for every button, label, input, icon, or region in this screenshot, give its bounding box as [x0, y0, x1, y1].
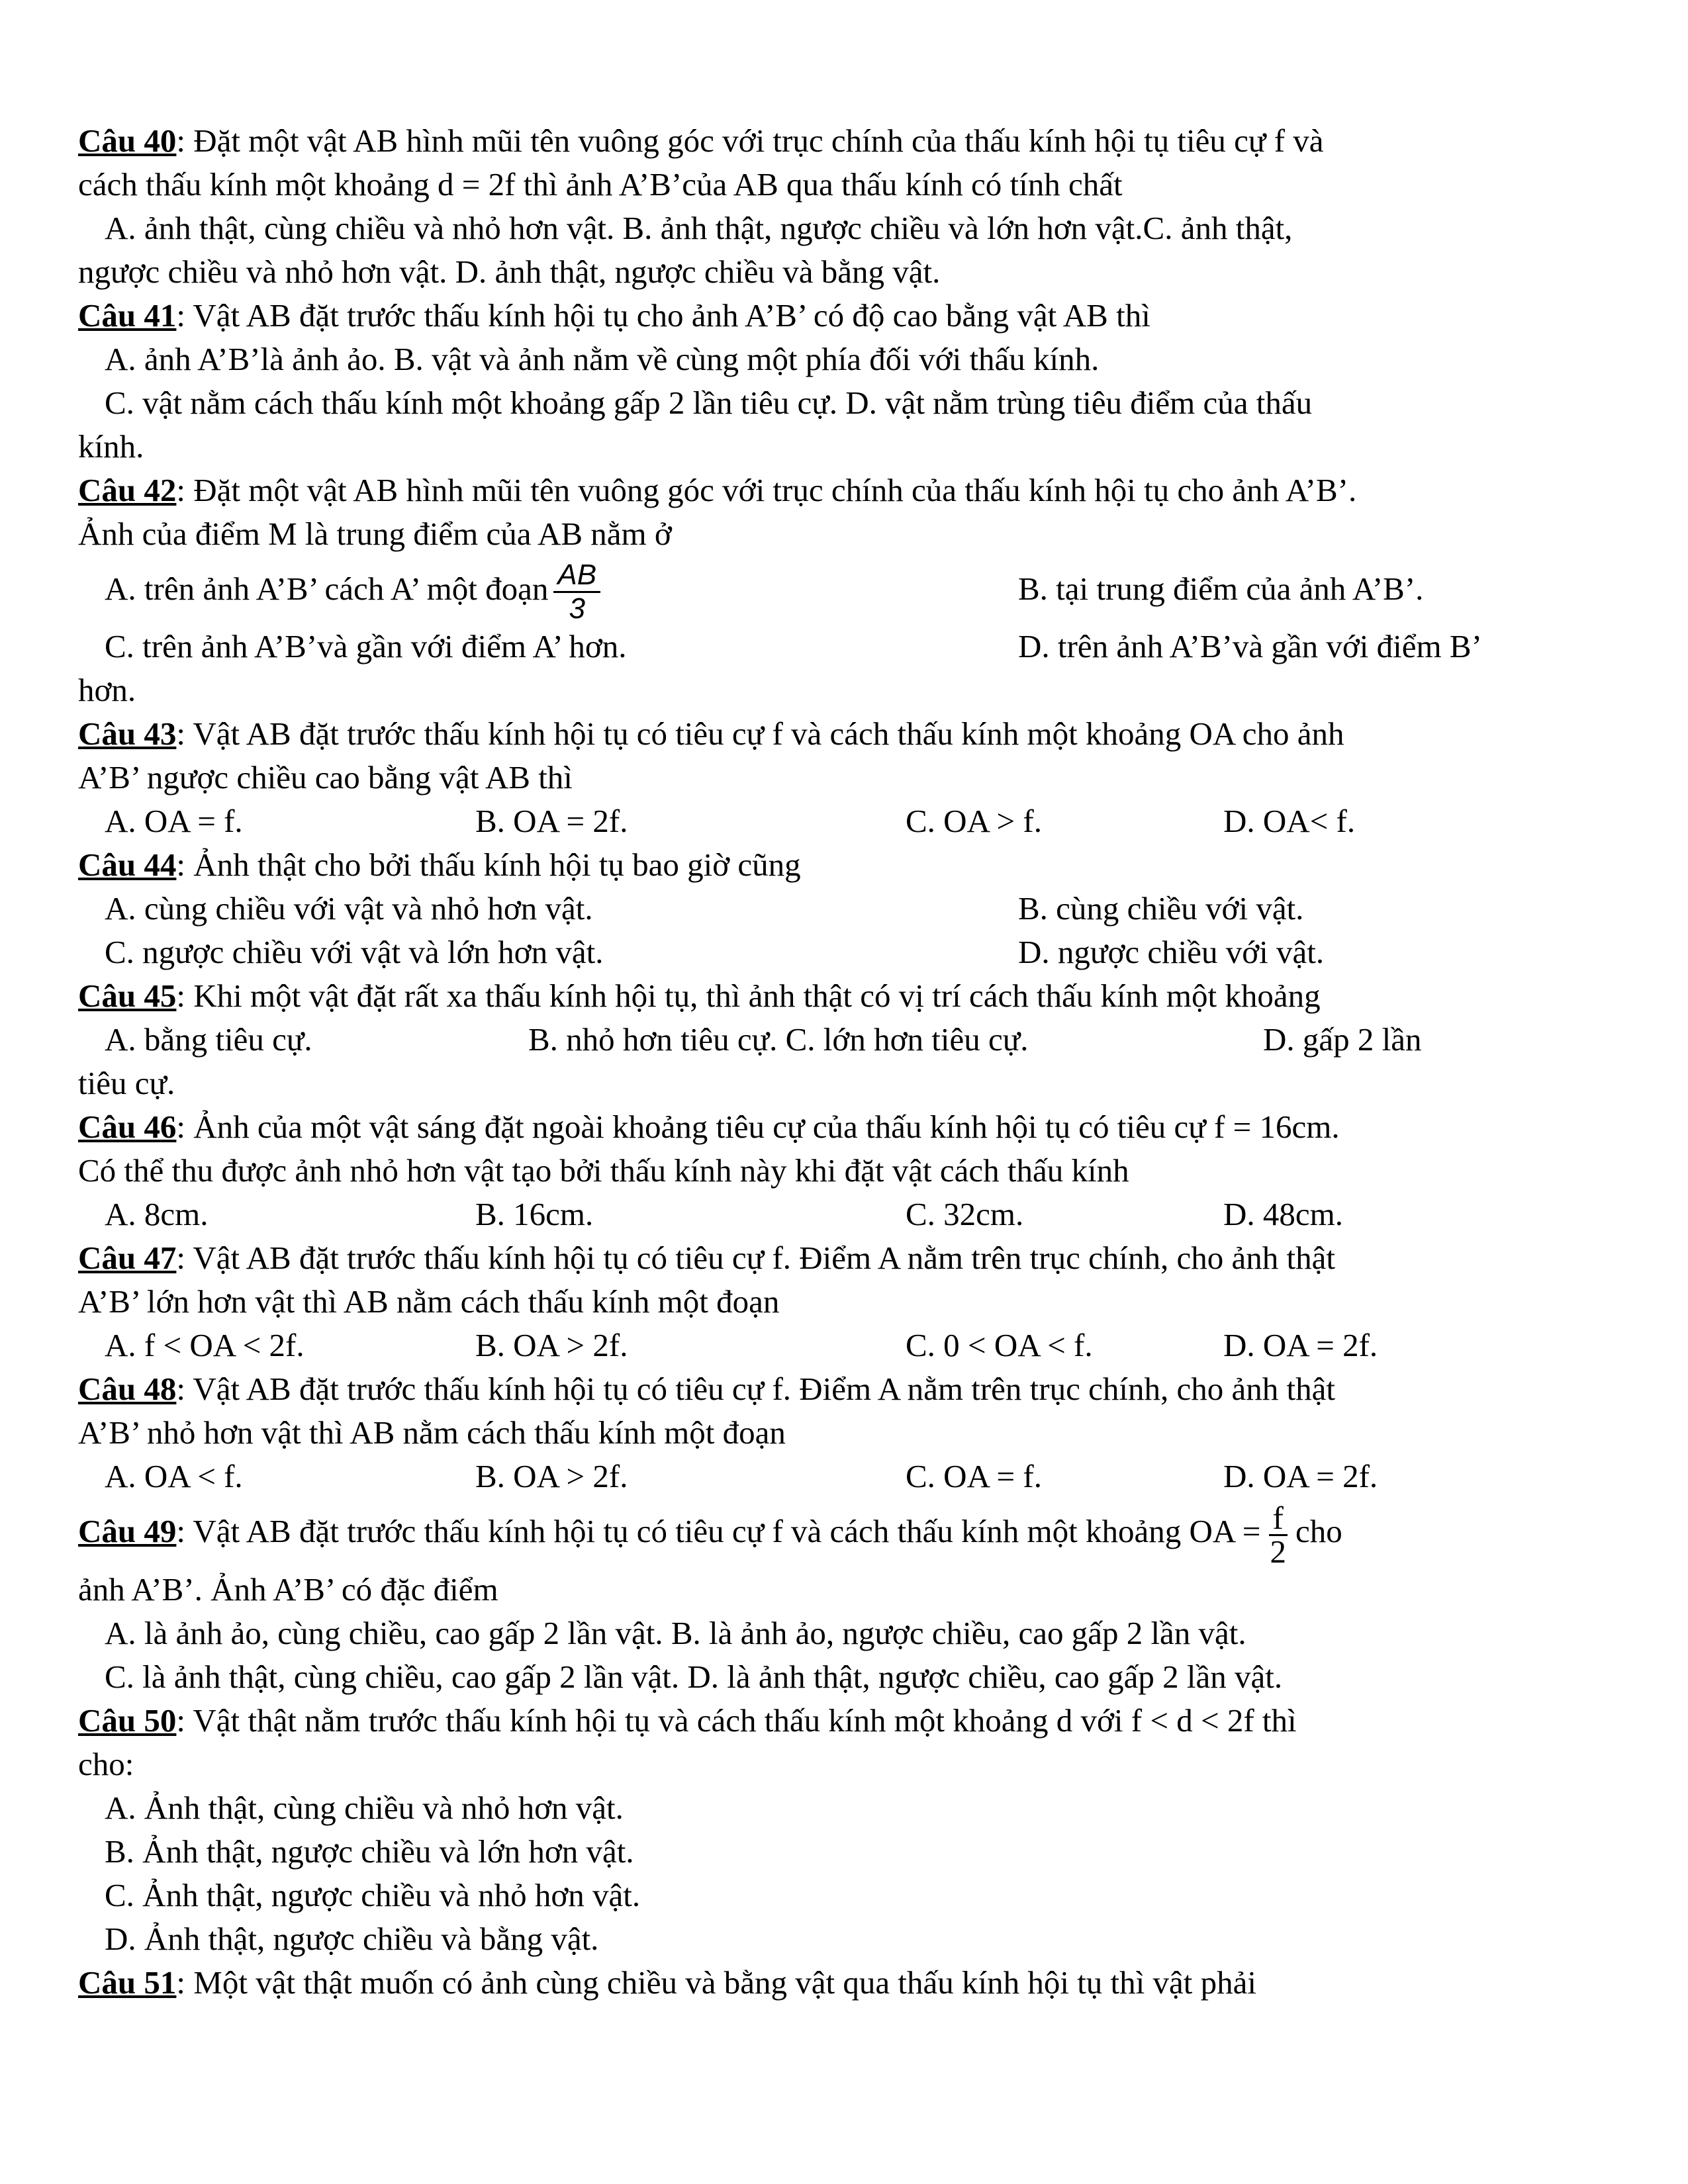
question-label: Câu 42: [78, 472, 177, 508]
option-c: C. ngược chiều với vật và lớn hơn vật.: [105, 934, 604, 971]
question-stem: Câu 40: Đặt một vật AB hình mũi tên vuông góc với trục chính của thấu kính hội tụ tiêu cự f và: [78, 122, 1324, 159]
question-42: [78, 469, 1620, 712]
question-stem: Câu 44: Ảnh thật cho bởi thấu kính hội tụ bao giờ cũng: [78, 846, 801, 884]
question-stem-cont: A’B’ ngược chiều cao bằng vật AB thì: [78, 759, 573, 796]
option-d-cont: tiêu cự.: [78, 1065, 175, 1102]
options-row: [78, 887, 1620, 931]
options-line: A. là ảnh ảo, cùng chiều, cao gấp 2 lần vật. B. là ảnh ảo, ngược chiều, cao gấp 2 lần vật.: [105, 1614, 1246, 1651]
option-a: A. OA < f.: [105, 1458, 243, 1495]
options-line: A. ảnh A’B’là ảnh ảo. B. vật và ảnh nằm về cùng một phía đối với thấu kính.: [105, 341, 1100, 377]
options-line: kính.: [78, 428, 144, 465]
document-page: [78, 119, 1620, 2005]
question-stem: Câu 48: Vật AB đặt trước thấu kính hội tụ có tiêu cự f. Điểm A nằm trên trục chính, cho ảnh thật: [78, 1371, 1335, 1408]
option-c: C. OA > f.: [906, 803, 1042, 840]
option-c: C. 32cm.: [906, 1196, 1024, 1233]
options-row: [78, 931, 1620, 974]
question-stem: Câu 43: Vật AB đặt trước thấu kính hội tụ có tiêu cự f và cách thấu kính một khoảng OA cho ảnh: [78, 715, 1344, 752]
question-stem: Câu 41: Vật AB đặt trước thấu kính hội tụ cho ảnh A’B’ có độ cao bằng vật AB thì: [78, 297, 1150, 334]
option-c: C. Ảnh thật, ngược chiều và nhỏ hơn vật.: [105, 1876, 641, 1913]
options-row: [78, 799, 1620, 843]
option-c: C. 0 < OA < f.: [906, 1327, 1093, 1364]
question-label: Câu 48: [78, 1371, 177, 1408]
option-b: B. OA > 2f.: [475, 1458, 628, 1495]
option-a: A. Ảnh thật, cùng chiều và nhỏ hơn vật.: [105, 1789, 624, 1826]
options-row: [78, 1324, 1620, 1367]
question-46: [78, 1105, 1620, 1236]
question-stem: Câu 51: Một vật thật muốn có ảnh cùng chiều và bằng vật qua thấu kính hội tụ thì vật phải: [78, 1964, 1257, 2001]
option-a: A. trên ảnh A’B’ cách A’ một đoạn $\frac{AB}{3}$: [105, 556, 1018, 625]
question-stem-cont: Có thể thu được ảnh nhỏ hơn vật tạo bởi thấu kính này khi đặt vật cách thấu kính: [78, 1152, 1129, 1189]
fraction-f-over-2: $\frac{f}{2}$: [1270, 1499, 1286, 1570]
option-a: A. OA = f.: [105, 803, 243, 840]
question-stem-cont: cho:: [78, 1745, 134, 1782]
question-label: Câu 51: [78, 1964, 177, 2001]
option-b: B. 16cm.: [475, 1196, 594, 1233]
question-stem: Câu 47: Vật AB đặt trước thấu kính hội tụ có tiêu cự f. Điểm A nằm trên trục chính, cho ảnh thật: [78, 1240, 1335, 1277]
option-b: B. tại trung điểm của ảnh A’B’.: [1018, 570, 1424, 607]
fraction-ab-over-3: $\frac{AB}{3}$: [553, 559, 600, 625]
question-label: Câu 41: [78, 297, 177, 334]
question-stem: Câu 45: Khi một vật đặt rất xa thấu kính hội tụ, thì ảnh thật có vị trí cách thấu kính một khoảng: [78, 978, 1321, 1015]
options-row: [78, 1193, 1620, 1236]
option-d: D. gấp 2 lần: [1263, 1021, 1422, 1058]
option-a: A. cùng chiều với vật và nhỏ hơn vật.: [105, 890, 593, 927]
question-stem-cont: ảnh A’B’. Ảnh A’B’ có đặc điểm: [78, 1570, 498, 1608]
question-44: [78, 843, 1620, 974]
options-row: [78, 1018, 1620, 1062]
question-label: Câu 40: [78, 122, 177, 159]
question-51: [78, 1961, 1620, 2005]
question-50: [78, 1699, 1620, 1961]
option-d: D. OA = 2f.: [1223, 1458, 1378, 1495]
option-b: B. Ảnh thật, ngược chiều và lớn hơn vật.: [105, 1833, 634, 1870]
question-47: [78, 1236, 1620, 1367]
question-label: Câu 47: [78, 1240, 177, 1277]
option-d-cont: hơn.: [78, 672, 136, 709]
question-label: Câu 45: [78, 978, 177, 1015]
option-c: C. trên ảnh A’B’và gần với điểm A’ hơn.: [105, 628, 627, 665]
options-line: A. ảnh thật, cùng chiều và nhỏ hơn vật. B. ảnh thật, ngược chiều và lớn hơn vật.C. ảnh thật,: [105, 210, 1293, 246]
options-row: [78, 625, 1620, 668]
option-a: A. f < OA < 2f.: [105, 1327, 305, 1364]
question-label: Câu 49: [78, 1513, 177, 1550]
question-label: Câu 43: [78, 715, 177, 752]
options-line: C. là ảnh thật, cùng chiều, cao gấp 2 lần vật. D. là ảnh thật, ngược chiều, cao gấp 2 lần vật.: [105, 1658, 1283, 1695]
question-label: Câu 44: [78, 846, 177, 884]
option-b: B. OA > 2f.: [475, 1327, 628, 1364]
option-a: A. bằng tiêu cự.: [105, 1021, 312, 1058]
question-stem: Câu 50: Vật thật nằm trước thấu kính hội tụ và cách thấu kính một khoảng d với f < d < 2f thì: [78, 1702, 1297, 1739]
option-b-c: B. nhỏ hơn tiêu cự. C. lớn hơn tiêu cự.: [528, 1021, 1029, 1058]
question-41: [78, 294, 1620, 469]
question-stem-cont: cách thấu kính một khoảng d = 2f thì ảnh A’B’của AB qua thấu kính có tính chất: [78, 166, 1123, 203]
options-row: [78, 556, 1620, 625]
question-45: [78, 974, 1620, 1105]
option-a: A. 8cm.: [105, 1196, 209, 1233]
question-40: [78, 119, 1620, 294]
option-d: D. OA = 2f.: [1223, 1327, 1378, 1364]
question-label: Câu 50: [78, 1702, 177, 1739]
option-d: D. OA< f.: [1223, 803, 1356, 840]
option-d: D. trên ảnh A’B’và gần với điểm B’: [1018, 628, 1482, 665]
question-stem: Câu 49: Vật AB đặt trước thấu kính hội tụ có tiêu cự f và cách thấu kính một khoảng OA = $\frac{f}{2}$ cho: [78, 1499, 1342, 1570]
options-line: ngược chiều và nhỏ hơn vật. D. ảnh thật, ngược chiều và bằng vật.: [78, 253, 941, 290]
question-stem-cont: A’B’ lớn hơn vật thì AB nằm cách thấu kính một đoạn: [78, 1283, 780, 1320]
question-stem-cont: Ảnh của điểm M là trung điểm của AB nằm ở: [78, 516, 672, 552]
question-48: [78, 1367, 1620, 1498]
question-43: [78, 712, 1620, 843]
options-row: [78, 1455, 1620, 1498]
question-stem-cont: A’B’ nhỏ hơn vật thì AB nằm cách thấu kính một đoạn: [78, 1414, 786, 1451]
option-d: D. ngược chiều với vật.: [1018, 934, 1325, 971]
option-c: C. OA = f.: [906, 1458, 1042, 1495]
question-stem: Câu 46: Ảnh của một vật sáng đặt ngoài khoảng tiêu cự của thấu kính hội tụ có tiêu cự f = 16cm.: [78, 1109, 1340, 1146]
question-stem: Câu 42: Đặt một vật AB hình mũi tên vuông góc với trục chính của thấu kính hội tụ cho ảnh A’B’.: [78, 472, 1357, 508]
question-49: [78, 1498, 1620, 1698]
option-d: D. Ảnh thật, ngược chiều và bằng vật.: [105, 1920, 599, 1957]
option-b: B. OA = 2f.: [475, 803, 628, 840]
option-b: B. cùng chiều với vật.: [1018, 890, 1304, 927]
option-d: D. 48cm.: [1223, 1196, 1343, 1233]
options-line: C. vật nằm cách thấu kính một khoảng gấp 2 lần tiêu cự. D. vật nằm trùng tiêu điểm của thấu: [105, 385, 1313, 421]
question-label: Câu 46: [78, 1109, 177, 1146]
